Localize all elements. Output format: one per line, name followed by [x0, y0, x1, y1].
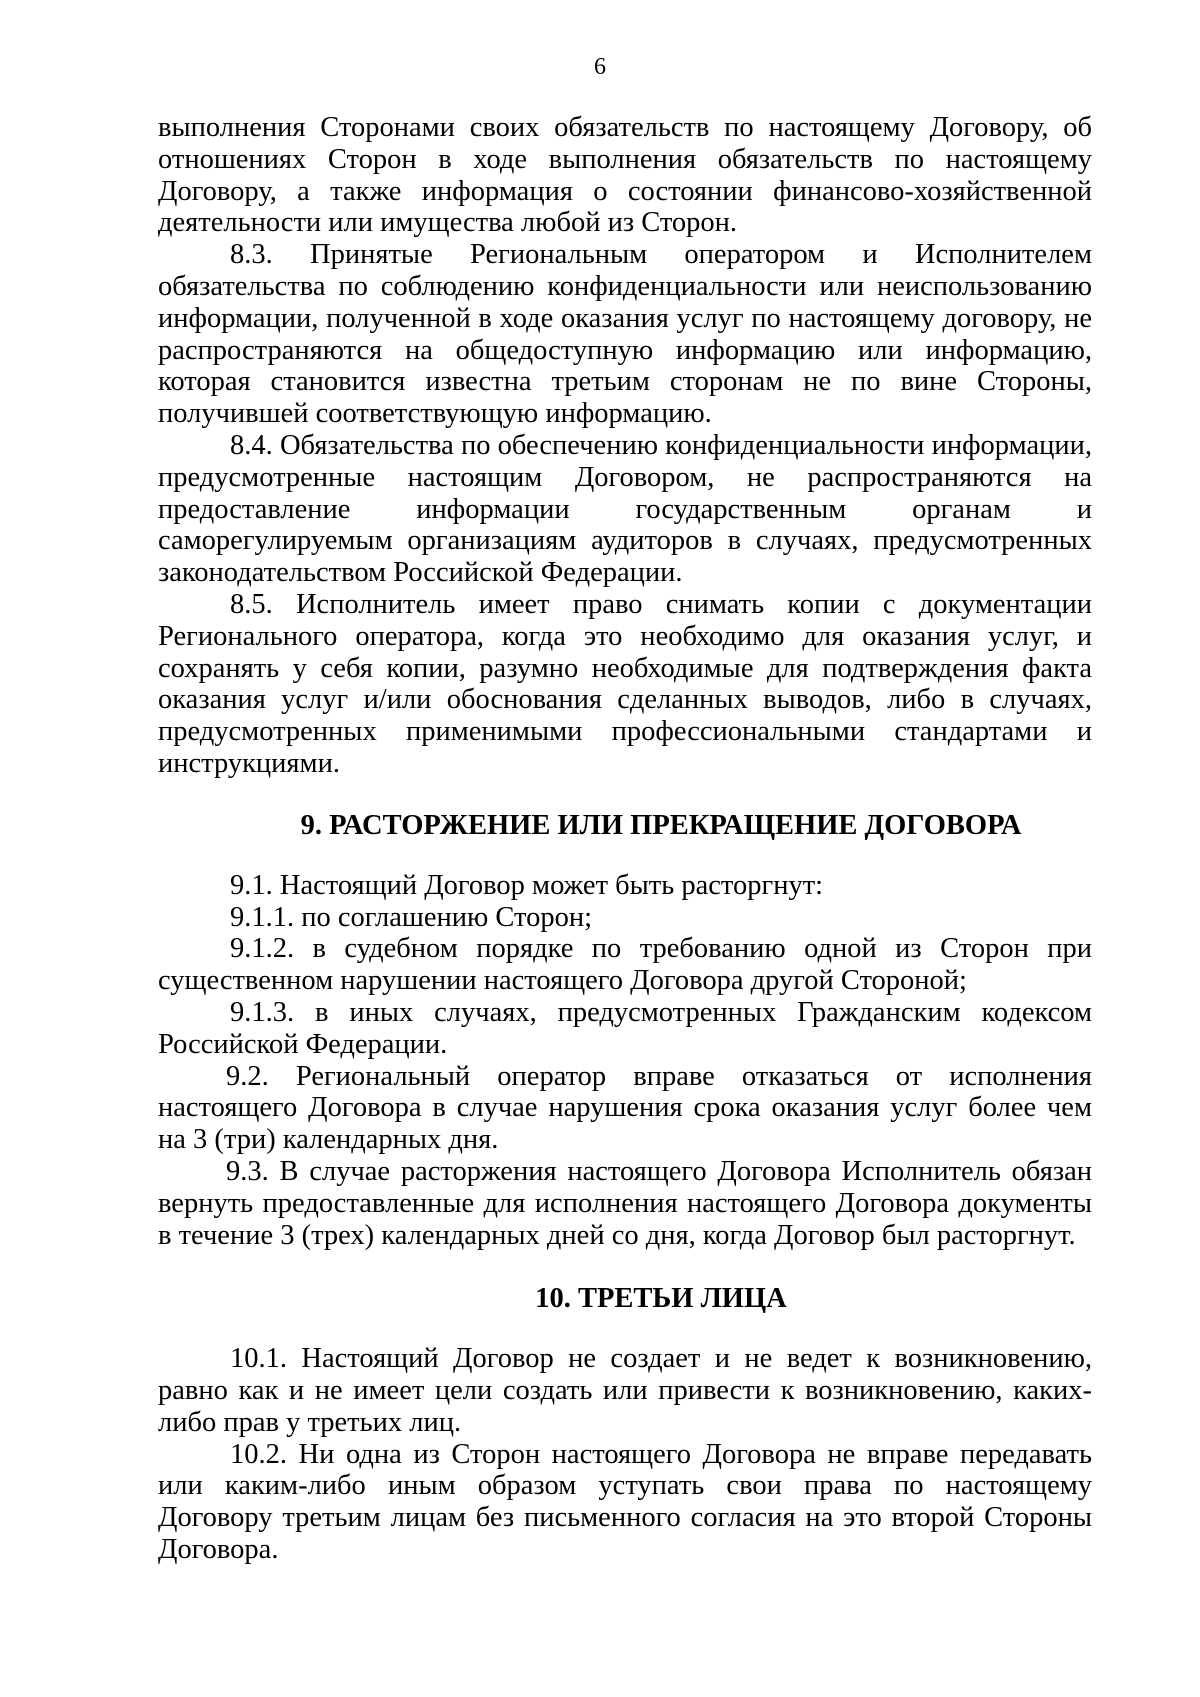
- section-10-heading: 10. ТРЕТЬИ ЛИЦА: [535, 1283, 787, 1315]
- paragraph-8-5: 8.5. Исполнитель имеет право снимать копии с документации Регионального оператора, когда это необходимо для оказания услуг, и сохранять у себя копии, разумно необходимые для подтверждения факта оказания услуг и/или обоснования сделанных выводов, либо в случаях, предусмотренных применимыми профессиональными стандартами и инструкциями.: [158, 588, 1092, 779]
- section-9-heading: 9. РАСТОРЖЕНИЕ ИЛИ ПРЕКРАЩЕНИЕ ДОГОВОРА: [300, 809, 1022, 841]
- paragraph-9-1: 9.1. Настоящий Договор может быть расторгнут:: [230, 869, 824, 901]
- paragraph-9-2: 9.2. Региональный оператор вправе отказаться от исполнения настоящего Договора в случае нарушения срока оказания услуг более чем на 3 (три) календарных дня.: [158, 1060, 1092, 1156]
- paragraph-8-4: 8.4. Обязательства по обеспечению конфиденциальности информации, предусмотренные настоящим Договором, не распространяются на предоставление информации государственным органам и саморегулируемым организациям аудиторов в случаях, предусмотренных законодательством Российской Федерации.: [158, 429, 1092, 589]
- paragraph-9-1-2: 9.1.2. в судебном порядке по требованию одной из Сторон при существенном нарушении настоящего Договора другой Стороной;: [158, 933, 1092, 997]
- paragraph-8-2-continuation: выполнения Сторонами своих обязательств по настоящему Договору, об отношениях Сторон в ходе выполнения обязательств по настоящему Договору, а также информация о состоянии финансово-хозяйственной деятельности или имущества любой из Сторон.: [158, 112, 1092, 239]
- document-body: [158, 112, 1092, 1566]
- page-number: 6: [594, 54, 606, 80]
- paragraph-10-1: 10.1. Настоящий Договор не создает и не ведет к возникновению, равно как и не имеет цели создать или привести к возникновению, каких-либо прав у третьих лиц.: [158, 1343, 1092, 1438]
- paragraph-10-2: 10.2. Ни одна из Сторон настоящего Договора не вправе передавать или каким-либо иным образом уступать свои права по настоящему Договору третьим лицам без письменного согласия на это второй Стороны Договора.: [158, 1438, 1092, 1566]
- paragraph-9-1-3: 9.1.3. в иных случаях, предусмотренных Гражданским кодексом Российской Федерации.: [158, 996, 1092, 1060]
- paragraph-9-3: 9.3. В случае расторжения настоящего Договора Исполнитель обязан вернуть предоставленные для исполнения настоящего Договора документы в течение 3 (трех) календарных дней со дня, когда Договор был расторгнут.: [158, 1155, 1092, 1251]
- paragraph-9-1-1: 9.1.1. по соглашению Сторон;: [230, 901, 593, 933]
- paragraph-8-3: 8.3. Принятые Региональным оператором и Исполнителем обязательства по соблюдению конфиденциальности или неиспользованию информации, полученной в ходе оказания услуг по настоящему договору, не распространяются на общедоступную информацию или информацию, которая становится известна третьим сторонам не по вине Стороны, получившей соответствующую информацию.: [158, 239, 1092, 430]
